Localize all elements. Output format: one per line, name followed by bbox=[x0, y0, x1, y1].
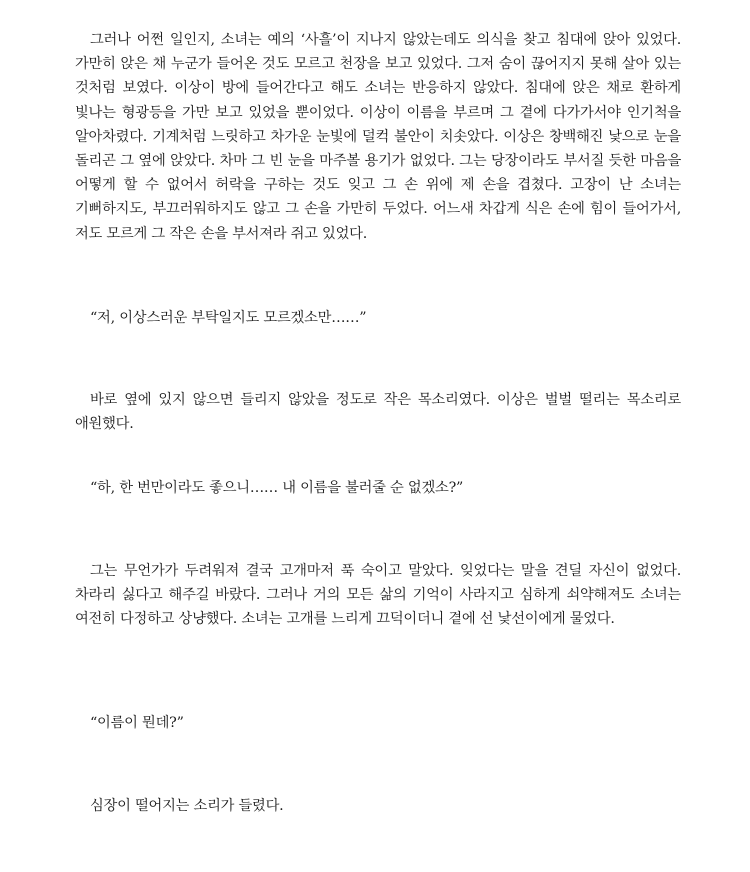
dialogue-line: “저, 이상스러운 부탁일지도 모르겠소만……” bbox=[90, 310, 367, 326]
narrative-paragraph: 그는 무언가가 두려워져 결국 고개마저 푹 숙이고 말았다. 잊었다는 말을 견딜 자신이 없었다. 차라리 싫다고 해주길 바랐다. 그러나 거의 모든 삶의 기억이 사라지고 심하게 쇠약해져도 소녀는 여전히 다정하고 상냥했다. 소녀는 고개를 느리게 끄덕이더니 곁에 선 낯선이에게 물었다. bbox=[75, 563, 681, 628]
narrative-paragraph: 바로 옆에 있지 않으면 들리지 않았을 정도로 작은 목소리였다. 이상은 벌벌 떨리는 목소리로 애원했다. bbox=[75, 392, 681, 433]
narrative-paragraph: 그러나 어쩐 일인지, 소녀는 예의 ‘사흘’이 지나지 않았는데도 의식을 찾고 침대에 앉아 있었다. 가만히 앉은 채 누군가 들어온 것도 모르고 천장을 보고 있었다. 그저 숨이 끊어지지 못해 살아 있는 것처럼 보였다. 이상이 방에 들어간다고 해도 소녀는 반응하지 않았다. 침대에 앉은 채로 환하게 빛나는 형광등을 가만 보고 있었을 뿐이었다. 이상이 이름을 부르며 그 곁에 다가가서야 인기척을 알아차렸다. 기계처럼 느릿하고 차가운 눈빛에 덜컥 불안이 치솟았다. 이상은 창백해진 낯으로 눈을 돌리곤 그 옆에 앉았다. 차마 그 빈 눈을 마주볼 용기가 없었다. 그는 당장이라도 부서질 듯한 마음을 어떻게 할 수 없어서 허락을 구하는 것도 잊고 그 손 위에 제 손을 겹쳤다. 고장이 난 소녀는 기뻐하지도, 부끄러워하지도 않고 그 손을 가만히 두었다. 어느새 차갑게 식은 손에 힘이 들어가서, 저도 모르게 그 작은 손을 부서져라 쥐고 있었다. bbox=[75, 32, 681, 242]
dialogue-line: “하, 한 번만이라도 좋으니…… 내 이름을 불러줄 순 없겠소?” bbox=[90, 480, 464, 496]
dialogue-line: “이름이 뭔데?” bbox=[90, 715, 184, 731]
narrative-paragraph: 심장이 떨어지는 소리가 들렸다. bbox=[90, 798, 284, 814]
